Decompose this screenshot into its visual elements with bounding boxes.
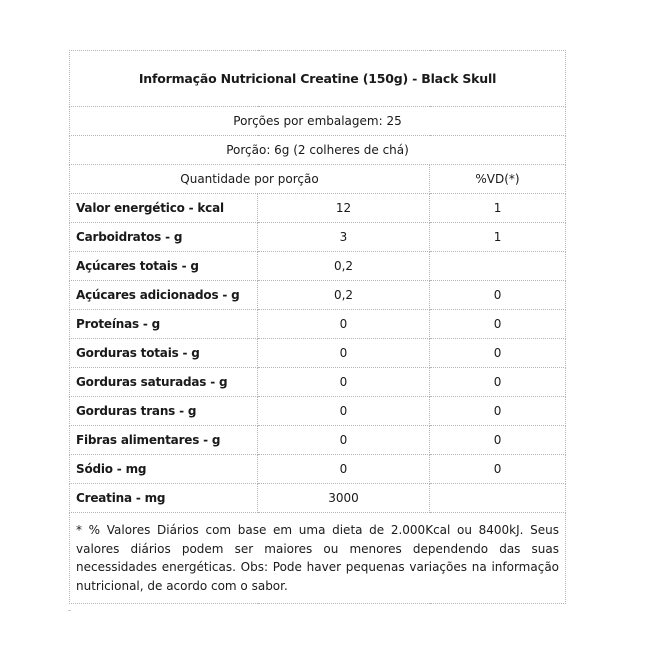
column-header-row bbox=[70, 165, 566, 194]
dv-column-header: %VD(*) bbox=[430, 165, 566, 194]
nutrient-quantity: 0 bbox=[258, 339, 430, 368]
quantity-column-header: Quantidade por porção bbox=[70, 165, 430, 194]
nutrient-quantity: 0,2 bbox=[258, 252, 430, 281]
nutrient-dv: 1 bbox=[430, 223, 566, 252]
nutrient-name: Gorduras totais - g bbox=[70, 339, 258, 368]
nutrient-name: Valor energético - kcal bbox=[70, 194, 258, 223]
nutrient-quantity: 0 bbox=[258, 368, 430, 397]
nutrient-name: Creatina - mg bbox=[70, 484, 258, 513]
servings-per-package: Porções por embalagem: 25 bbox=[70, 107, 566, 136]
footnote-text: * % Valores Diários com base em uma dieta de 2.000Kcal ou 8400kJ. Seus valores diários podem ser maiores ou menores dependendo das suas necessidades energéticas. Obs: Pode haver pequenas variações na informação nutricional, de acordo com o sabor. bbox=[70, 513, 566, 604]
nutrition-facts-table bbox=[69, 50, 566, 604]
table-row bbox=[70, 223, 566, 252]
table-row bbox=[70, 397, 566, 426]
nutrient-dv: 0 bbox=[430, 281, 566, 310]
table-row bbox=[70, 339, 566, 368]
nutrient-quantity: 3 bbox=[258, 223, 430, 252]
nutrient-name: Açúcares totais - g bbox=[70, 252, 258, 281]
nutrient-dv: 0 bbox=[430, 397, 566, 426]
nutrient-name: Gorduras trans - g bbox=[70, 397, 258, 426]
table-row bbox=[70, 455, 566, 484]
table-title: Informação Nutricional Creatine (150g) - Black Skull bbox=[70, 51, 566, 107]
nutrient-quantity: 0 bbox=[258, 426, 430, 455]
nutrient-quantity: 0 bbox=[258, 455, 430, 484]
nutrient-dv bbox=[430, 252, 566, 281]
table-row bbox=[70, 368, 566, 397]
table-row bbox=[70, 252, 566, 281]
nutrient-dv: 0 bbox=[430, 368, 566, 397]
nutrient-quantity: 0 bbox=[258, 310, 430, 339]
nutrient-quantity: 0,2 bbox=[258, 281, 430, 310]
nutrient-quantity: 12 bbox=[258, 194, 430, 223]
nutrient-name: Gorduras saturadas - g bbox=[70, 368, 258, 397]
nutrient-name: Fibras alimentares - g bbox=[70, 426, 258, 455]
stray-divider-mark bbox=[68, 610, 71, 611]
table-row bbox=[70, 310, 566, 339]
nutrient-dv: 1 bbox=[430, 194, 566, 223]
table-row bbox=[70, 194, 566, 223]
nutrient-dv: 0 bbox=[430, 310, 566, 339]
nutrient-quantity: 0 bbox=[258, 397, 430, 426]
nutrient-name: Sódio - mg bbox=[70, 455, 258, 484]
footnote-row bbox=[70, 513, 566, 604]
nutrient-dv: 0 bbox=[430, 339, 566, 368]
nutrient-quantity: 3000 bbox=[258, 484, 430, 513]
nutrient-dv: 0 bbox=[430, 426, 566, 455]
serving-size-row bbox=[70, 136, 566, 165]
table-row bbox=[70, 281, 566, 310]
nutrition-table-body bbox=[70, 51, 566, 604]
nutrient-name: Carboidratos - g bbox=[70, 223, 258, 252]
nutrient-name: Proteínas - g bbox=[70, 310, 258, 339]
title-row bbox=[70, 51, 566, 107]
nutrient-name: Açúcares adicionados - g bbox=[70, 281, 258, 310]
nutrient-dv bbox=[430, 484, 566, 513]
table-row bbox=[70, 484, 566, 513]
nutrient-dv: 0 bbox=[430, 455, 566, 484]
serving-size: Porção: 6g (2 colheres de chá) bbox=[70, 136, 566, 165]
table-row bbox=[70, 426, 566, 455]
servings-row bbox=[70, 107, 566, 136]
